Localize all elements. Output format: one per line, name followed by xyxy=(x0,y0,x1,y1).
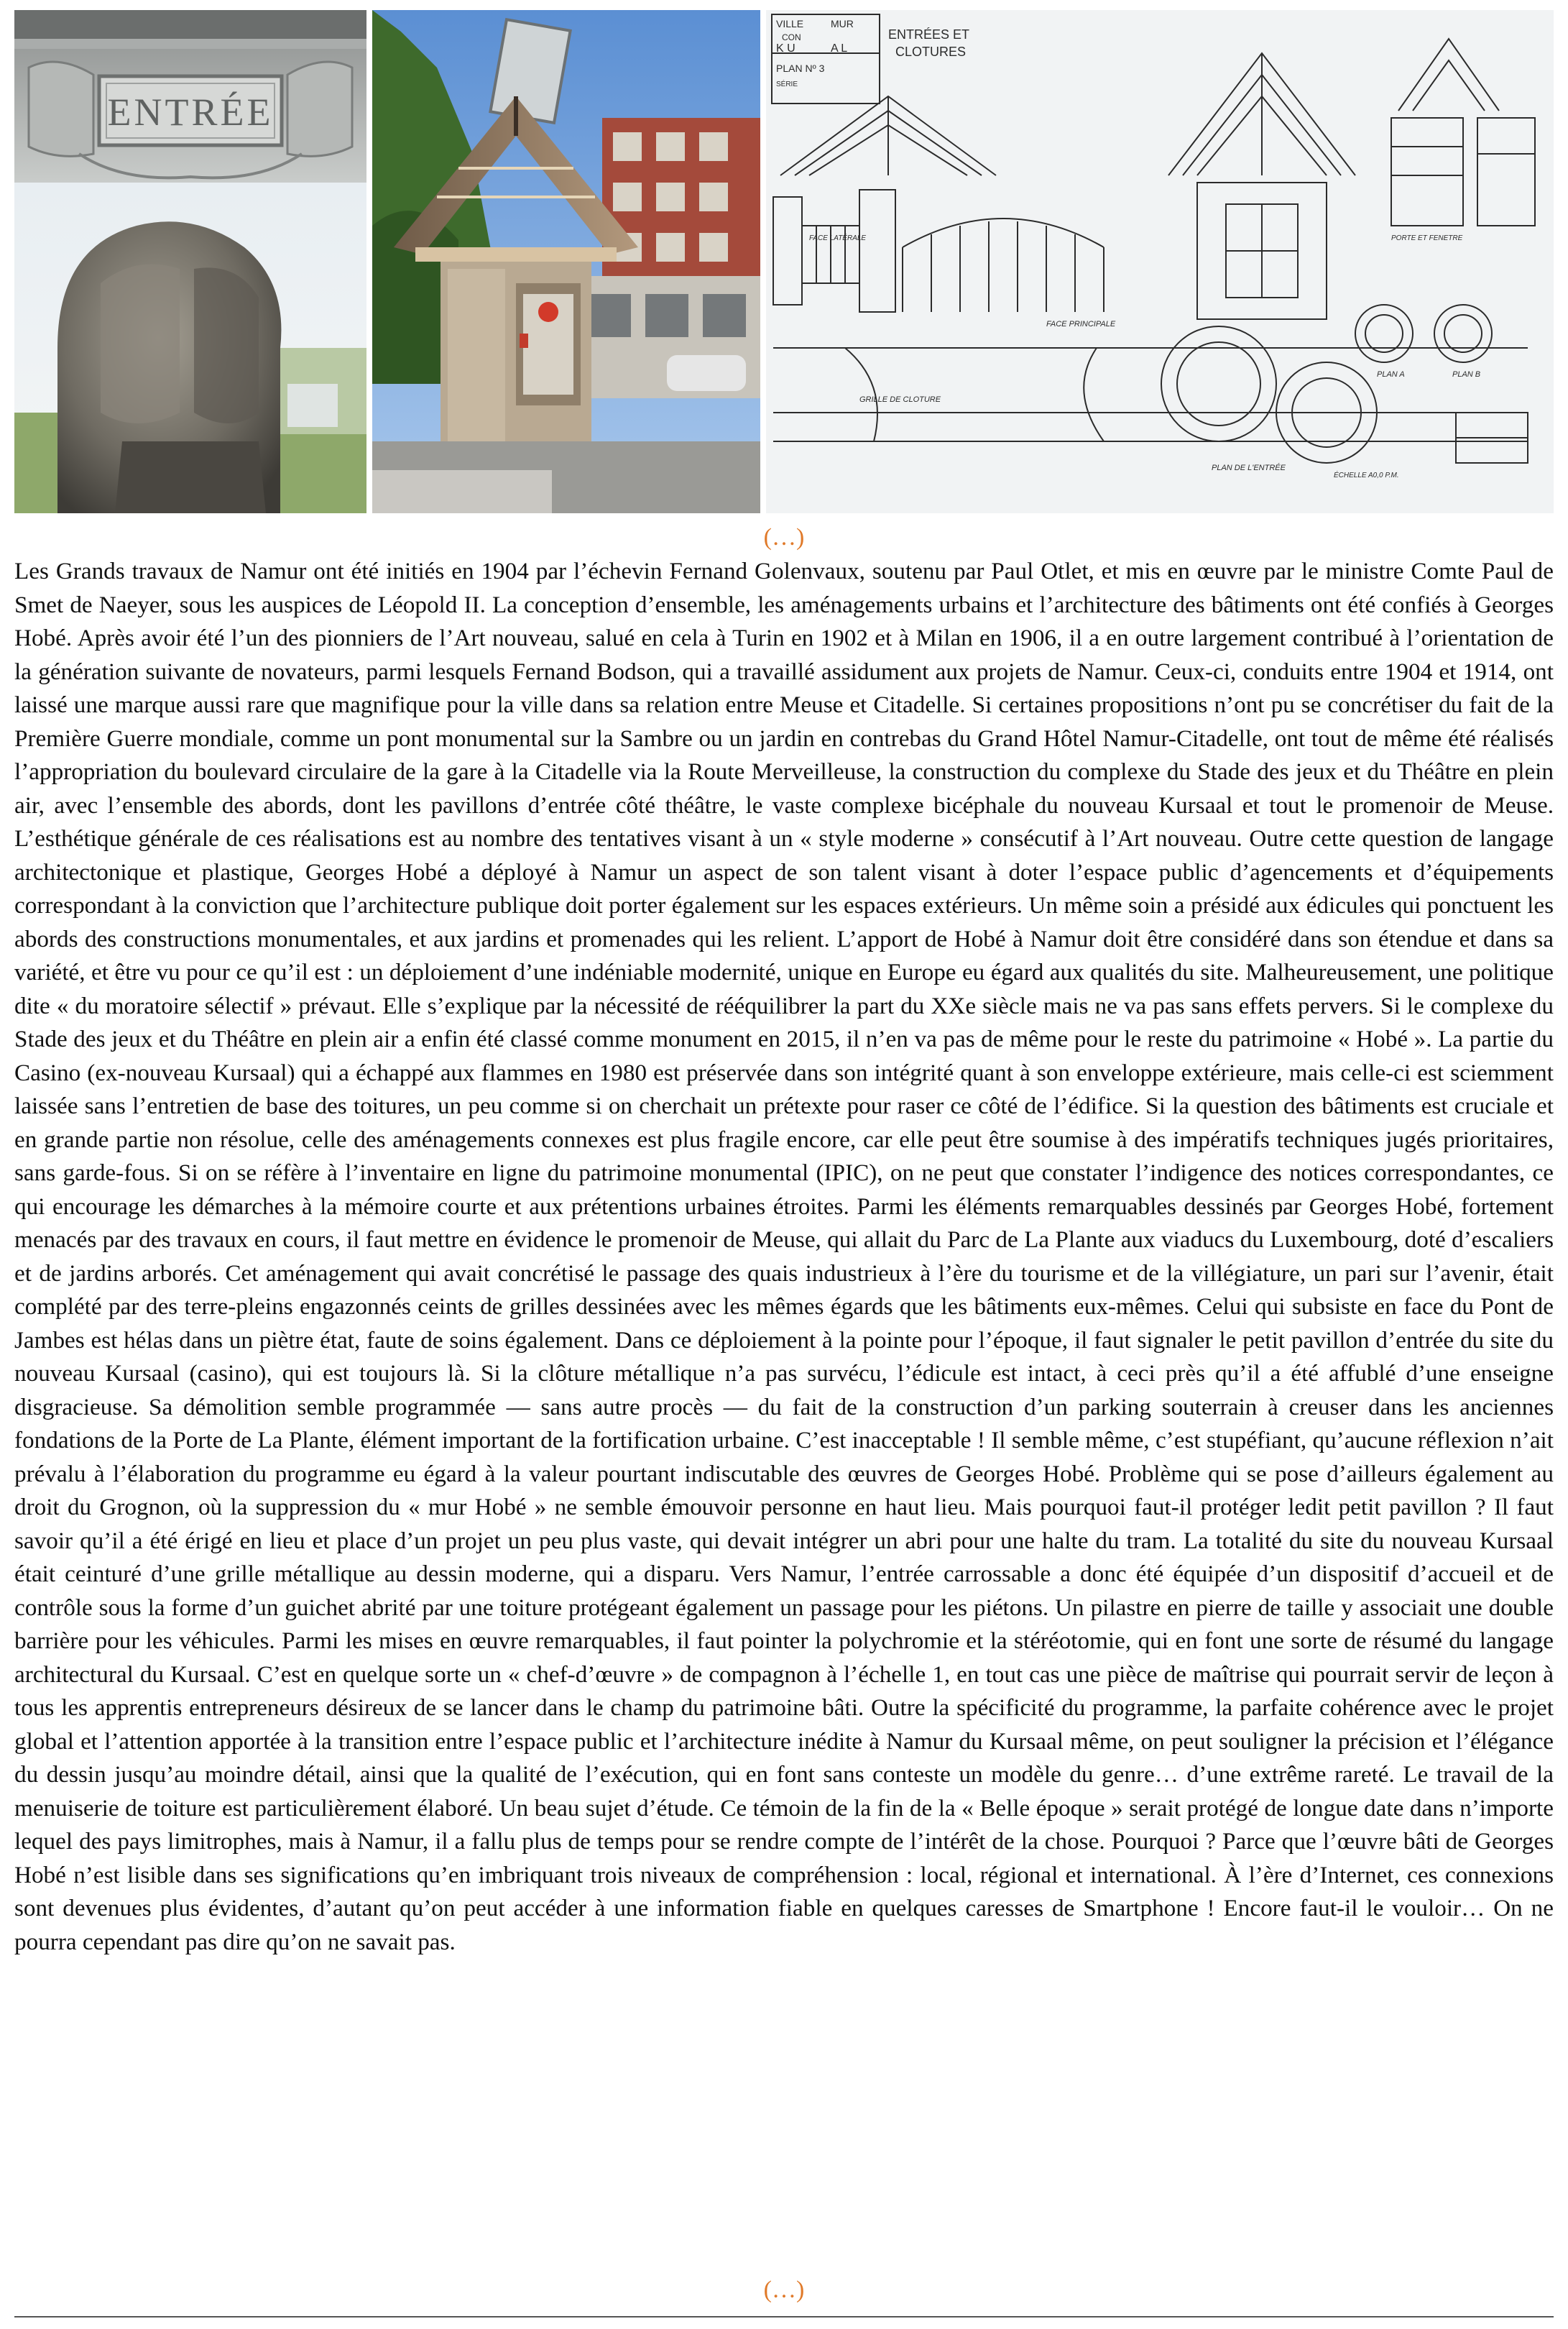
pavilion-image xyxy=(372,10,760,513)
plan-number: PLAN Nº 3 xyxy=(776,63,825,74)
article-body: Les Grands travaux de Namur ont été initiés en 1904 par l’échevin Fernand Golenvaux, soutenu par Paul Otlet, et mis en œuvre par le ministre Comte Paul de Smet de Naeyer, sous les auspices de Léopold II. La conception d’ensemble, les aménagements urbains et l’architecture des bâtiments ont été confiés à Georges Hobé. Après avoir été l’un des pionniers de l’Art nouveau, salué en cela à Turin en 1902 et à Milan en 1906, il a en outre largement contribué à l’orientation de la génération suivante de novateurs, parmi lesquels Fernand Bodson, qui a travaillé assidument aux projets de Namur. Ceux-ci, conduits entre 1904 et 1914, ont laissé une marque aussi rare que magnifique pour la ville dans sa relation entre Meuse et Citadelle. Si certaines propositions n’ont pu se concrétiser du fait de la Première Guerre mondiale, comme un pont monumental sur la Sambre ou un jardin en contrebas du Grand Hôtel Namur-Citadelle, ont tout de même été réalisés l’appropriation du boulevard circulaire de la gare à la Citadelle via la Route Merveilleuse, la construction du complexe du Stade des jeux et du Théâtre en plein air, avec l’ensemble des abords, dont les pavillons d’entrée côté théâtre, le vaste complexe bicéphale du nouveau Kursaal et tout le promenoir de Meuse. L’esthétique générale de ces réalisations est au nombre des tentatives visant à un « style moderne » consécutif à l’Art nouveau. Outre cette question de langage architectonique et plastique, Georges Hobé a déployé à Namur un aspect de son talent visant à doter l’espace public d’agencements et d’équipements correspondant à la conviction que l’architecture publique doit porter également sur les espaces extérieurs. Un même soin a présidé aux édicules qui ponctuent les abords des constructions monumentales, et aux jardins et promenades qui les relient. L’apport de Hobé à Namur doit être considéré dans son étendue et dans sa variété, et être vu pour ce qu’il est : un déploiement d’une indéniable modernité, unique en Europe eu égard aux qualités du site. Malheureusement, une politique dite « du moratoire sélectif » prévaut. Elle s’explique par la nécessité de rééquilibrer la part du XXe siècle mais ne va pas sans effets pervers. Si le complexe du Stade des jeux et du Théâtre en plein air a enfin été classé comme monument en 2015, il n’en va pas de même pour le reste du patrimoine « Hobé ». La partie du Casino (ex-nouveau Kursaal) qui a échappé aux flammes en 1980 est préservée dans son intégrité quant à son enveloppe extérieure, mais celle-ci est sciemment laissée sans l’entretien de base des toitures, un peu comme si on cherchait un prétexte pour raser ce côté de l’édifice. Si la question des bâtiments est cruciale et en grande partie non résolue, celle des aménagements connexes est plus fragile encore, car elle peut être soumise à des impératifs techniques jugés prioritaires, sans garde-fous. Si on se réfère à l’inventaire en ligne du patrimoine monumental (IPIC), on ne peut que constater l’indigence des notices correspondantes, ce qui encourage les démarches à la mémoire courte et aux prétentions urbaines étroites. Parmi les éléments remarquables dessinés par Georges Hobé, fortement menacés par des travaux en cours, il faut mettre en évidence le promenoir de Meuse, qui allait du Parc de La Plante aux viaducs du Luxembourg, doté d’escaliers et de jardins arborés. Cet aménagement qui avait concrétisé le passage des quais industrieux à l’ère du tourisme et de la villégiature, un pari sur l’avenir, était complété par des terre-pleins engazonnés ceints de grilles dessinées avec les mêmes égards que les bâtiments eux-mêmes. Celui qui subsiste en face du Pont de Jambes est hélas dans un piètre état, faute de soins également. Dans ce déploiement à la pointe pour l’époque, il faut signaler le petit pavillon d’entrée du site du nouveau Kursaal (casino), qui est toujours là. Si la clôture métallique n’a pas survécu, l’édicule est intact, à ceci près qu’il a été affublé d’une enseigne disgracieuse. Sa démolition semble programmée — sans autre procès — du fait de la construction d’un parking souterrain à creuser dans les anciennes fondations de la Porte de La Plante, élément important de la fortification urbaine. C’est inacceptable ! Il semble même, c’est stupéfiant, qu’aucune réflexion n’ait prévalu à l’élaboration du programme eu égard à la valeur pourtant indiscutable des œuvres de Georges Hobé. Problème qui se pose d’ailleurs également au droit du Grognon, où la suppression du « mur Hobé » ne semble émouvoir personne en haut lieu. Mais pourquoi faut-il protéger ledit petit pavillon ? Il faut savoir qu’il a été érigé en lieu et place d’un projet un peu plus vaste, qui devait intégrer un abri pour une halte du tram. La totalité du site du nouveau Kursaal était ceinturé d’une grille métallique au dessin moderne, qui a disparu. Vers Namur, l’entrée carrossable a donc été équipée d’un dispositif d’accueil et de contrôle sous la forme d’un guichet abrité par une toiture protégeant également un passage pour les piétons. Un pilastre en pierre de taille y associait une double barrière pour les véhicules. Parmi les mises en œuvre remarquables, il faut pointer la polychromie et la stéréotomie, qui en font une sorte de résumé du langage architectural du Kursaal. C’est en quelque sorte un « chef-d’œuvre » de compagnon à l’échelle 1, en tout cas une pièce de maîtrise qui pourrait servir de leçon à tous les apprentis entrepreneurs désireux de se lancer dans le champ du patrimoine bâti. Outre la spécificité du programme, la parfaite cohérence avec le projet global et l’attention apportée à la transition entre l’espace public et l’architecture inédite à Namur du Kursaal même, on peut souligner la précision et l’élégance du dessin jusqu’au moindre détail, ainsi que la qualité de l’exécution, qui en font sans conteste un modèle du genre… d’une extrême rareté. Le travail de la menuiserie de toiture est particulièrement élaboré. Un beau sujet d’étude. Ce témoin de la fin de la « Belle époque » serait protégé de longue date dans n’importe lequel des pays limitrophes, mais à Namur, il a fallu plus de temps pour se rendre compte de l’intérêt de la chose. Pourquoi ? Parce que l’œuvre bâti de Georges Hobé n’est lisible dans ses significations qu’en imbriquant trois niveaux de compréhension : local, régional et international. À l’ère d’Internet, ces connexions sont devenues plus évidentes, d’autant qu’on peut accéder à une information fiable en quelques caresses de Smartphone ! Encore faut-il le vouloir… On ne pourra cependant pas dire qu’on ne savait pas. xyxy=(14,558,1554,1955)
architectural-plan-image xyxy=(766,10,1554,513)
photo-architectural-plan xyxy=(766,10,1554,513)
plan-namur-label: MUR xyxy=(831,18,854,29)
plan-porte-label: PORTE ET FENETRE xyxy=(1391,234,1463,242)
plan-serie: SÉRIE xyxy=(776,81,798,88)
ellipsis-bottom: (…) xyxy=(763,2277,805,2303)
plan-kursaal-k: K U xyxy=(776,42,795,55)
bottom-divider xyxy=(14,2316,1554,2317)
plan-title-line1: ENTRÉES ET xyxy=(888,27,970,42)
plan-kursaal-l: A L xyxy=(831,42,848,55)
photo-pavilion xyxy=(372,10,760,513)
plan-entree-label: PLAN DE L'ENTRÉE xyxy=(1212,464,1286,472)
plan-ville-label: VILLE xyxy=(776,18,804,29)
plan-con-label: CON xyxy=(782,32,801,42)
photo-entree-sculpture xyxy=(14,10,366,513)
entree-sculpture-image xyxy=(14,10,366,513)
plan-face-principale: FACE PRINCIPALE xyxy=(1046,320,1116,329)
ellipsis-top: (…) xyxy=(763,524,805,551)
plan-b-label: PLAN B xyxy=(1452,370,1481,379)
plan-face-laterale: FACE LATÉRALE xyxy=(809,234,867,242)
entree-sign-text: ENTRÉE xyxy=(107,91,274,134)
plan-echelle: ÉCHELLE A0,0 P.M. xyxy=(1334,472,1399,479)
plan-grille: GRILLE DE CLOTURE xyxy=(859,395,941,404)
photo-strip xyxy=(14,10,1554,513)
plan-title-line2: CLOTURES xyxy=(895,45,967,59)
plan-a-label: PLAN A xyxy=(1377,370,1405,379)
